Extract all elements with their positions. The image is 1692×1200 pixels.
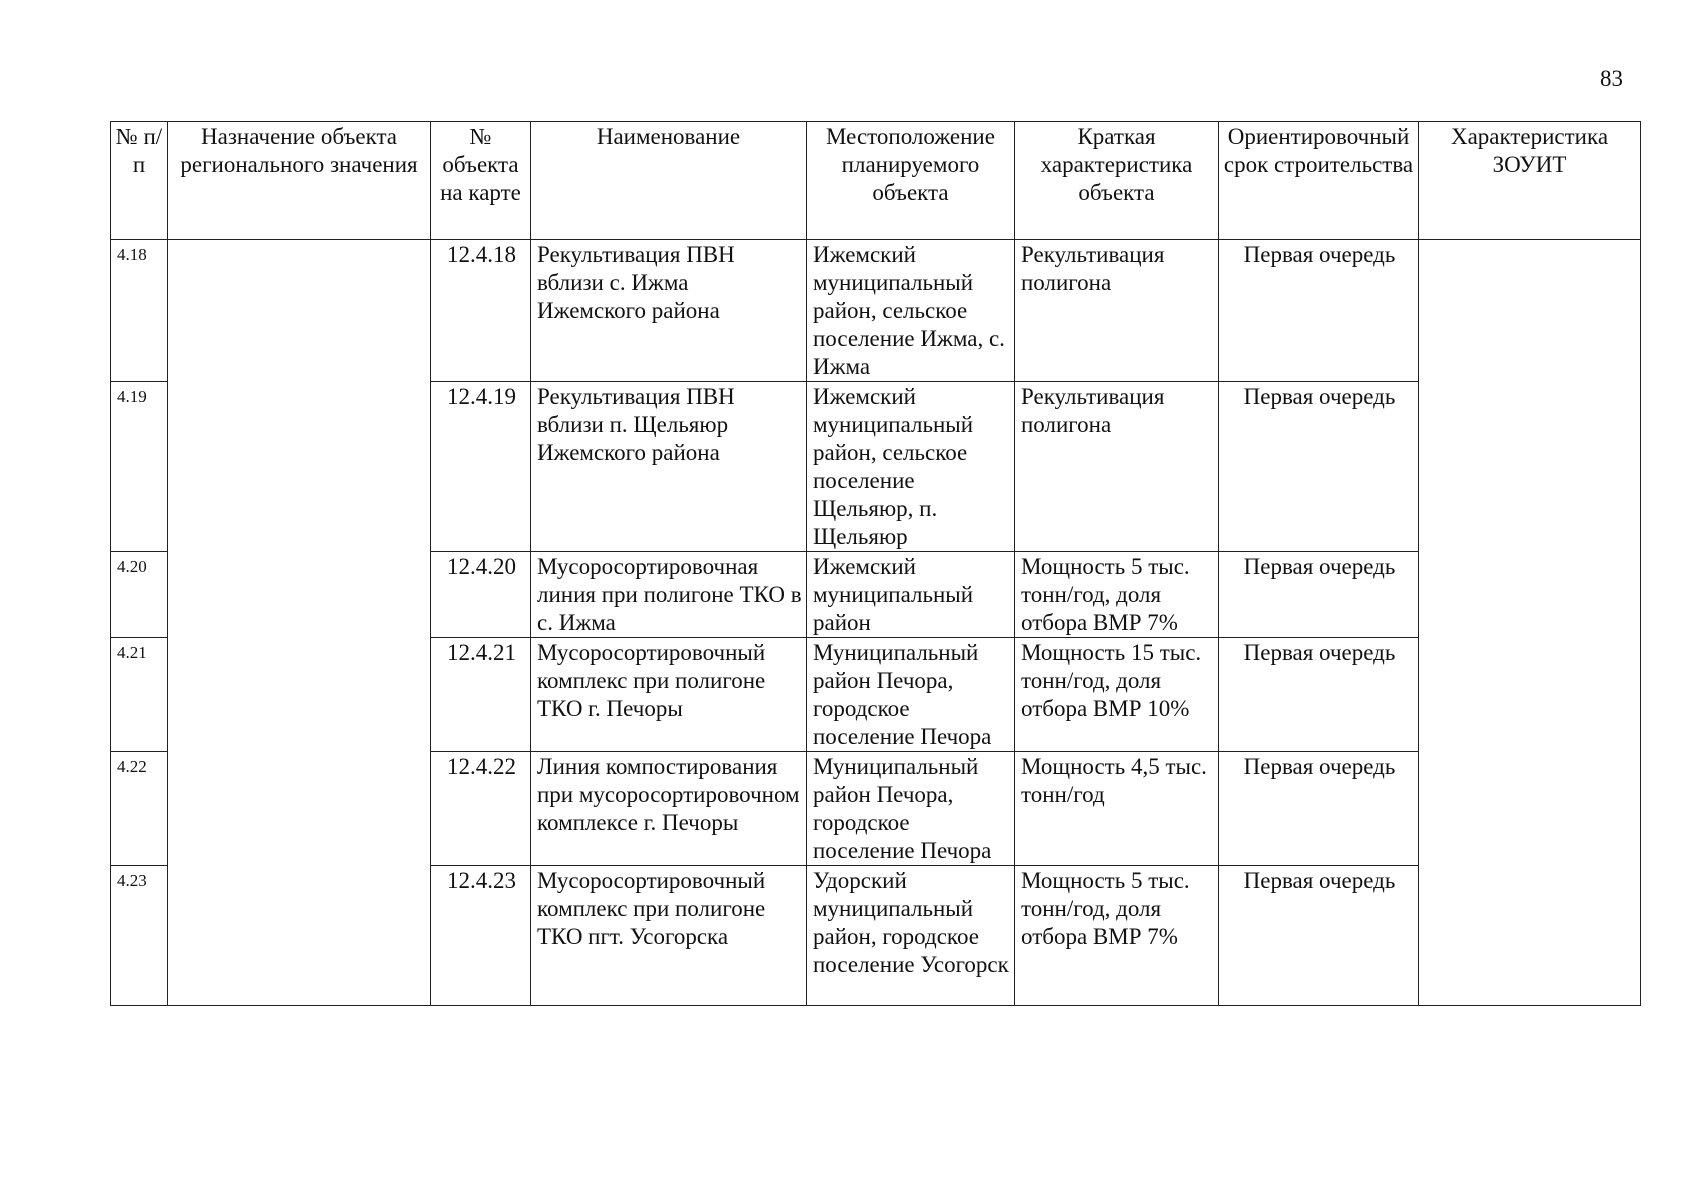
header-map-number: № объекта на карте xyxy=(431,122,531,240)
term-cell: Первая очередь xyxy=(1219,240,1419,382)
purpose-cell xyxy=(168,240,431,1006)
row-number: 4.22 xyxy=(111,752,168,866)
location-cell: Ижемский муниципальный район, сельское поселение Ижма, с. Ижма xyxy=(807,240,1015,382)
header-location: Местоположение планируемого объекта xyxy=(807,122,1015,240)
map-number-cell: 12.4.18 xyxy=(431,240,531,382)
term-cell: Первая очередь xyxy=(1219,866,1419,1006)
header-number: № п/п xyxy=(111,122,168,240)
name-cell: Мусоросортировочная линия при полигоне ТКО в с. Ижма xyxy=(531,552,807,638)
row-number: 4.23 xyxy=(111,866,168,1006)
header-name: Наименование xyxy=(531,122,807,240)
characteristic-cell: Мощность 15 тыс. тонн/год, доля отбора ВМР 10% xyxy=(1015,638,1219,752)
location-cell: Ижемский муниципальный район xyxy=(807,552,1015,638)
row-number: 4.20 xyxy=(111,552,168,638)
term-cell: Первая очередь xyxy=(1219,638,1419,752)
row-number: 4.18 xyxy=(111,240,168,382)
name-cell: Рекультивация ПВН вблизи п. Щельяюр Ижемского района xyxy=(531,382,807,552)
name-cell: Мусоросортировочный комплекс при полигоне ТКО пгт. Усогорска xyxy=(531,866,807,1006)
map-number-cell: 12.4.21 xyxy=(431,638,531,752)
map-number-cell: 12.4.23 xyxy=(431,866,531,1006)
objects-table xyxy=(110,121,1641,1006)
location-cell: Муниципальный район Печора, городское поселение Печора xyxy=(807,638,1015,752)
name-cell: Мусоросортировочный комплекс при полигоне ТКО г. Печоры xyxy=(531,638,807,752)
header-purpose: Назначение объекта регионального значения xyxy=(168,122,431,240)
characteristic-cell: Мощность 5 тыс. тонн/год, доля отбора ВМР 7% xyxy=(1015,866,1219,1006)
table-row xyxy=(111,240,1641,382)
map-number-cell: 12.4.19 xyxy=(431,382,531,552)
term-cell: Первая очередь xyxy=(1219,382,1419,552)
row-number: 4.21 xyxy=(111,638,168,752)
characteristic-cell: Мощность 5 тыс. тонн/год, доля отбора ВМР 7% xyxy=(1015,552,1219,638)
term-cell: Первая очередь xyxy=(1219,752,1419,866)
location-cell: Муниципальный район Печора, городское поселение Печора xyxy=(807,752,1015,866)
map-number-cell: 12.4.20 xyxy=(431,552,531,638)
characteristic-cell: Рекультивация полигона xyxy=(1015,240,1219,382)
row-number: 4.19 xyxy=(111,382,168,552)
header-term: Ориентировочный срок строительства xyxy=(1219,122,1419,240)
term-cell: Первая очередь xyxy=(1219,552,1419,638)
location-cell: Удорский муниципальный район, городское поселение Усогорск xyxy=(807,866,1015,1006)
name-cell: Рекультивация ПВН вблизи с. Ижма Ижемского района xyxy=(531,240,807,382)
characteristic-cell: Рекультивация полигона xyxy=(1015,382,1219,552)
header-characteristic: Краткая характеристика объекта xyxy=(1015,122,1219,240)
name-cell: Линия компостирования при мусоросортировочном комплексе г. Печоры xyxy=(531,752,807,866)
location-cell: Ижемский муниципальный район, сельское поселение Щельяюр, п. Щельяюр xyxy=(807,382,1015,552)
map-number-cell: 12.4.22 xyxy=(431,752,531,866)
zouit-cell xyxy=(1419,240,1641,1006)
characteristic-cell: Мощность 4,5 тыс. тонн/год xyxy=(1015,752,1219,866)
table-header-row xyxy=(111,122,1641,240)
page-number: 83 xyxy=(1600,66,1623,91)
header-zouit: Характеристика ЗОУИТ xyxy=(1419,122,1641,240)
